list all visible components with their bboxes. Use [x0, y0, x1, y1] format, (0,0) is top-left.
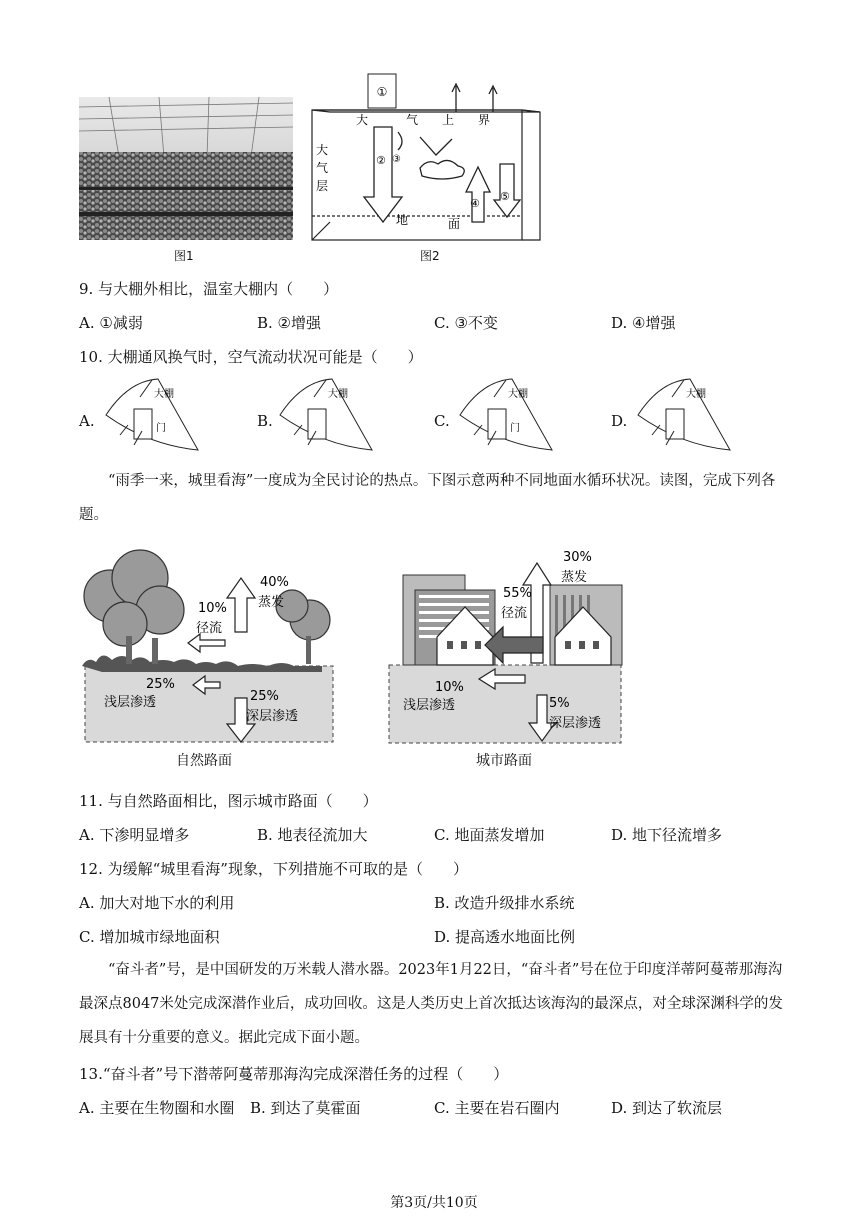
- svg-text:蒸发: 蒸发: [258, 595, 285, 610]
- q10-greenhouse-d: [630, 375, 740, 465]
- svg-text:25%: 25%: [250, 689, 279, 704]
- fig2-caption: 图2: [420, 249, 440, 263]
- q10-greenhouse-c: [452, 375, 562, 465]
- q12-option-d[interactable]: D. 提高透水地面比例: [434, 928, 576, 946]
- svg-text:10%: 10%: [198, 601, 227, 616]
- q13-option-c[interactable]: C. 主要在岩石圈内: [434, 1099, 560, 1117]
- q9-option-a[interactable]: A. ①减弱: [79, 314, 143, 332]
- svg-text:②: ②: [376, 154, 386, 167]
- box-label: ①: [376, 85, 388, 99]
- svg-text:蒸发: 蒸发: [561, 570, 588, 585]
- q11-option-c[interactable]: C. 地面蒸发增加: [434, 826, 545, 844]
- svg-text:大棚: 大棚: [508, 389, 528, 400]
- q11-option-a[interactable]: A. 下渗明显增多: [79, 826, 190, 844]
- urban-surface-diagram: [385, 545, 635, 750]
- svg-text:门: 门: [156, 423, 166, 434]
- svg-text:门: 门: [510, 423, 520, 434]
- svg-text:大: 大: [356, 113, 369, 127]
- svg-text:55%: 55%: [503, 586, 532, 601]
- q10-option-d[interactable]: D.: [611, 412, 628, 430]
- svg-text:径流: 径流: [501, 606, 528, 621]
- svg-text:③: ③: [392, 154, 401, 165]
- svg-text:大棚: 大棚: [686, 389, 706, 400]
- q11-option-b[interactable]: B. 地表径流加大: [257, 826, 368, 844]
- svg-text:深层渗透: 深层渗透: [246, 709, 299, 724]
- svg-text:浅层渗透: 浅层渗透: [403, 698, 456, 713]
- svg-text:气: 气: [406, 113, 419, 127]
- svg-text:径流: 径流: [196, 621, 223, 636]
- svg-text:10%: 10%: [435, 680, 464, 695]
- greenhouse-photo: [79, 97, 293, 240]
- q10-option-b[interactable]: B.: [257, 412, 273, 430]
- q10-greenhouse-b: [272, 375, 382, 465]
- q10-option-a[interactable]: A.: [79, 412, 95, 430]
- atmosphere-diagram: [308, 72, 548, 242]
- q13-option-a[interactable]: A. 主要在生物圈和水圈: [79, 1099, 235, 1117]
- svg-text:气: 气: [316, 161, 329, 175]
- fig1-caption: 图1: [174, 249, 194, 263]
- question-11-stem: 11. 与自然路面相比，图示城市路面（ ）: [79, 792, 378, 810]
- q12-option-c[interactable]: C. 增加城市绿地面积: [79, 928, 220, 946]
- q12-option-a[interactable]: A. 加大对地下水的利用: [79, 894, 235, 912]
- svg-text:层: 层: [316, 179, 329, 193]
- passage-fendouzhe: “奋斗者”号，是中国研发的万米载人潜水器。2023年1月22日，“奋斗者”号在位于印度洋蒂阿蔓蒂那海沟最深点8047米处完成深潜作业后，成功回收。这是人类历史上首次抵达该海沟的最深点，对全球深渊科学的发展具有十分重要的意义。据此完成下面小题。: [79, 962, 783, 1046]
- svg-text:大棚: 大棚: [328, 389, 348, 400]
- svg-text:地: 地: [396, 213, 409, 227]
- svg-text:30%: 30%: [563, 550, 592, 565]
- svg-text:浅层渗透: 浅层渗透: [104, 695, 157, 710]
- question-12-stem: 12. 为缓解“城里看海”现象，下列措施不可取的是（ ）: [79, 860, 468, 878]
- svg-text:界: 界: [478, 113, 491, 127]
- question-13-stem: 13.“奋斗者”号下潜蒂阿蔓蒂那海沟完成深潜任务的过程（ ）: [79, 1065, 509, 1083]
- q9-option-d[interactable]: D. ④增强: [611, 314, 676, 332]
- question-10-stem: 10. 大棚通风换气时，空气流动状况可能是（ ）: [79, 348, 423, 366]
- svg-text:40%: 40%: [260, 575, 289, 590]
- natural-caption: 自然路面: [176, 753, 232, 769]
- q12-option-b[interactable]: B. 改造升级排水系统: [434, 894, 575, 912]
- svg-text:④: ④: [470, 197, 480, 210]
- svg-text:5%: 5%: [549, 696, 570, 711]
- svg-text:面: 面: [448, 217, 461, 231]
- svg-text:大: 大: [316, 143, 329, 157]
- svg-text:上: 上: [442, 113, 455, 127]
- question-9-stem: 9. 与大棚外相比，温室大棚内（ ）: [79, 280, 339, 298]
- natural-surface-diagram: [80, 548, 340, 748]
- q13-option-d[interactable]: D. 到达了软流层: [611, 1099, 723, 1117]
- svg-text:深层渗透: 深层渗透: [549, 716, 602, 731]
- q13-option-b[interactable]: B. 到达了莫霍面: [250, 1099, 361, 1117]
- passage-urban-flooding: “雨季一来，城里看海”一度成为全民讨论的热点。下图示意两种不同地面水循环状况。读图，完成下列各题。: [79, 473, 776, 523]
- q9-option-b[interactable]: B. ②增强: [257, 314, 322, 332]
- q10-option-c[interactable]: C.: [434, 412, 450, 430]
- q11-option-d[interactable]: D. 地下径流增多: [611, 826, 723, 844]
- svg-text:⑤: ⑤: [500, 190, 510, 203]
- svg-text:25%: 25%: [146, 677, 175, 692]
- svg-text:大棚: 大棚: [154, 389, 174, 400]
- q9-option-c[interactable]: C. ③不变: [434, 314, 498, 332]
- urban-caption: 城市路面: [476, 753, 532, 769]
- q10-greenhouse-a: [98, 375, 208, 465]
- page-number: 第3页/共10页: [390, 1195, 478, 1211]
